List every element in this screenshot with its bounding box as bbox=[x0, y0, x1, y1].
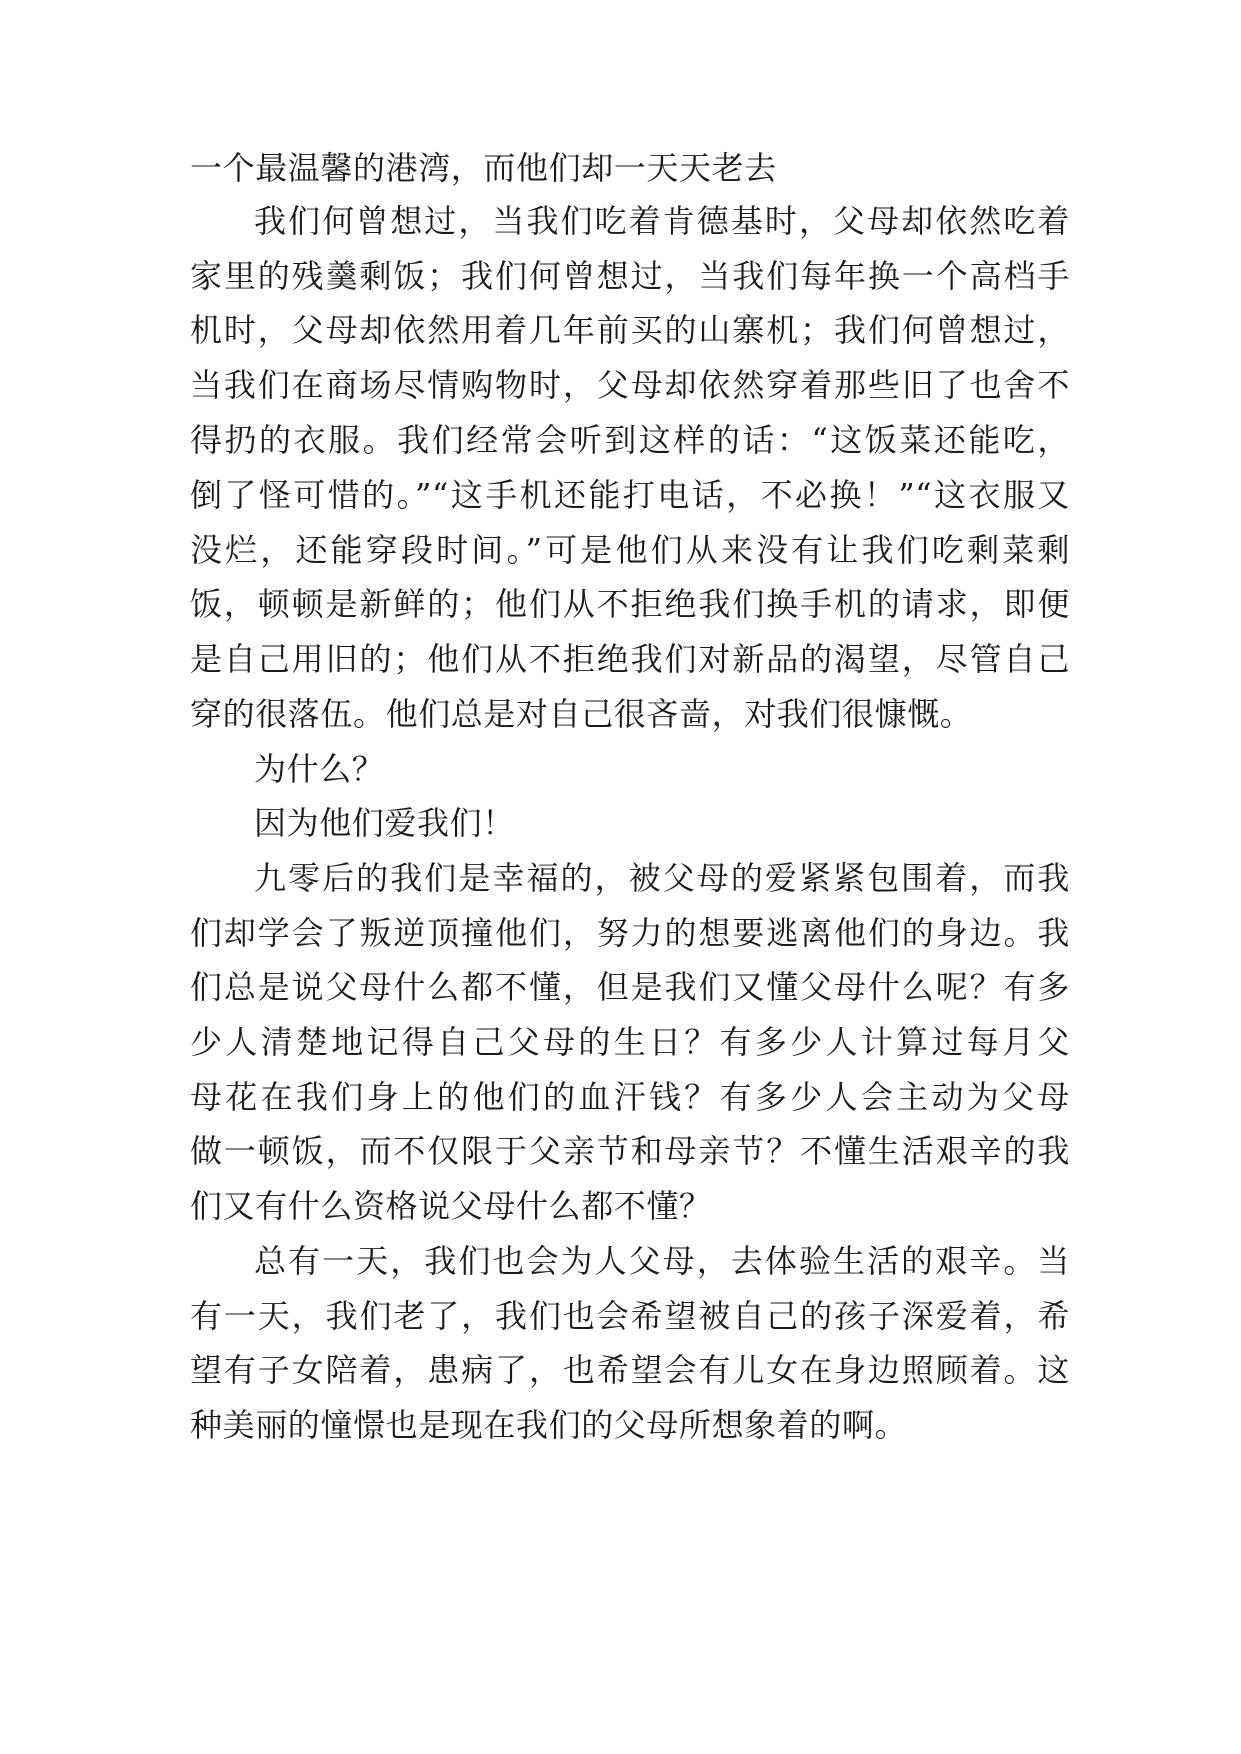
text-line: 家里的残羹剩饭；我们何曾想过，当我们每年换一个高档手 bbox=[190, 257, 1070, 295]
text-line: 少人清楚地记得自己父母的生日？有多少人计算过每月父 bbox=[190, 1023, 1070, 1061]
text-line: 是自己用旧的；他们从不拒绝我们对新品的渴望，尽管自己 bbox=[190, 640, 1070, 678]
text-line: 种美丽的憧憬也是现在我们的父母所想象着的啊。 bbox=[190, 1406, 908, 1444]
text-line: 们又有什么资格说父母什么都不懂？ bbox=[190, 1187, 712, 1225]
paragraph-first-line: 因为他们爱我们！ bbox=[254, 804, 515, 842]
text-line: 没烂，还能穿段时间。”可是他们从来没有让我们吃剩菜剩 bbox=[190, 531, 1070, 569]
text-line: 穿的很落伍。他们总是对自己很吝啬，对我们很慷慨。 bbox=[190, 695, 973, 733]
text-line: 做一顿饭，而不仅限于父亲节和母亲节？不懂生活艰辛的我 bbox=[190, 1132, 1070, 1170]
text-line: 望有子女陪着，患病了，也希望会有儿女在身边照顾着。这 bbox=[190, 1351, 1070, 1389]
text-line: 饭，顿顿是新鲜的；他们从不拒绝我们换手机的请求，即便 bbox=[190, 585, 1070, 623]
text-line: 们总是说父母什么都不懂，但是我们又懂父母什么呢？有多 bbox=[190, 968, 1070, 1006]
paragraph-first-line: 九零后的我们是幸福的，被父母的爱紧紧包围着，而我 bbox=[254, 859, 1070, 897]
paragraph-first-line: 我们何曾想过，当我们吃着肯德基时，父母却依然吃着 bbox=[254, 202, 1070, 240]
text-line: 有一天，我们老了，我们也会希望被自己的孩子深爱着，希 bbox=[190, 1297, 1070, 1335]
text-line: 倒了怪可惜的。”“这手机还能打电话，不必换！”“这衣服又 bbox=[190, 476, 1070, 514]
text-line: 当我们在商场尽情购物时，父母却依然穿着那些旧了也舍不 bbox=[190, 366, 1070, 404]
paragraph-first-line: 总有一天，我们也会为人父母，去体验生活的艰辛。当 bbox=[254, 1242, 1070, 1280]
text-line: 一个最温馨的港湾，而他们却一天天老去 bbox=[190, 149, 777, 187]
paragraph-first-line: 为什么？ bbox=[254, 750, 385, 788]
text-line: 得扔的衣服。我们经常会听到这样的话：“这饭菜还能吃， bbox=[190, 421, 1070, 459]
text-line: 机时，父母却依然用着几年前买的山寨机；我们何曾想过， bbox=[190, 311, 1070, 349]
text-line: 们却学会了叛逆顶撞他们，努力的想要逃离他们的身边。我 bbox=[190, 914, 1070, 952]
text-line: 母花在我们身上的他们的血汗钱？有多少人会主动为父母 bbox=[190, 1078, 1070, 1116]
